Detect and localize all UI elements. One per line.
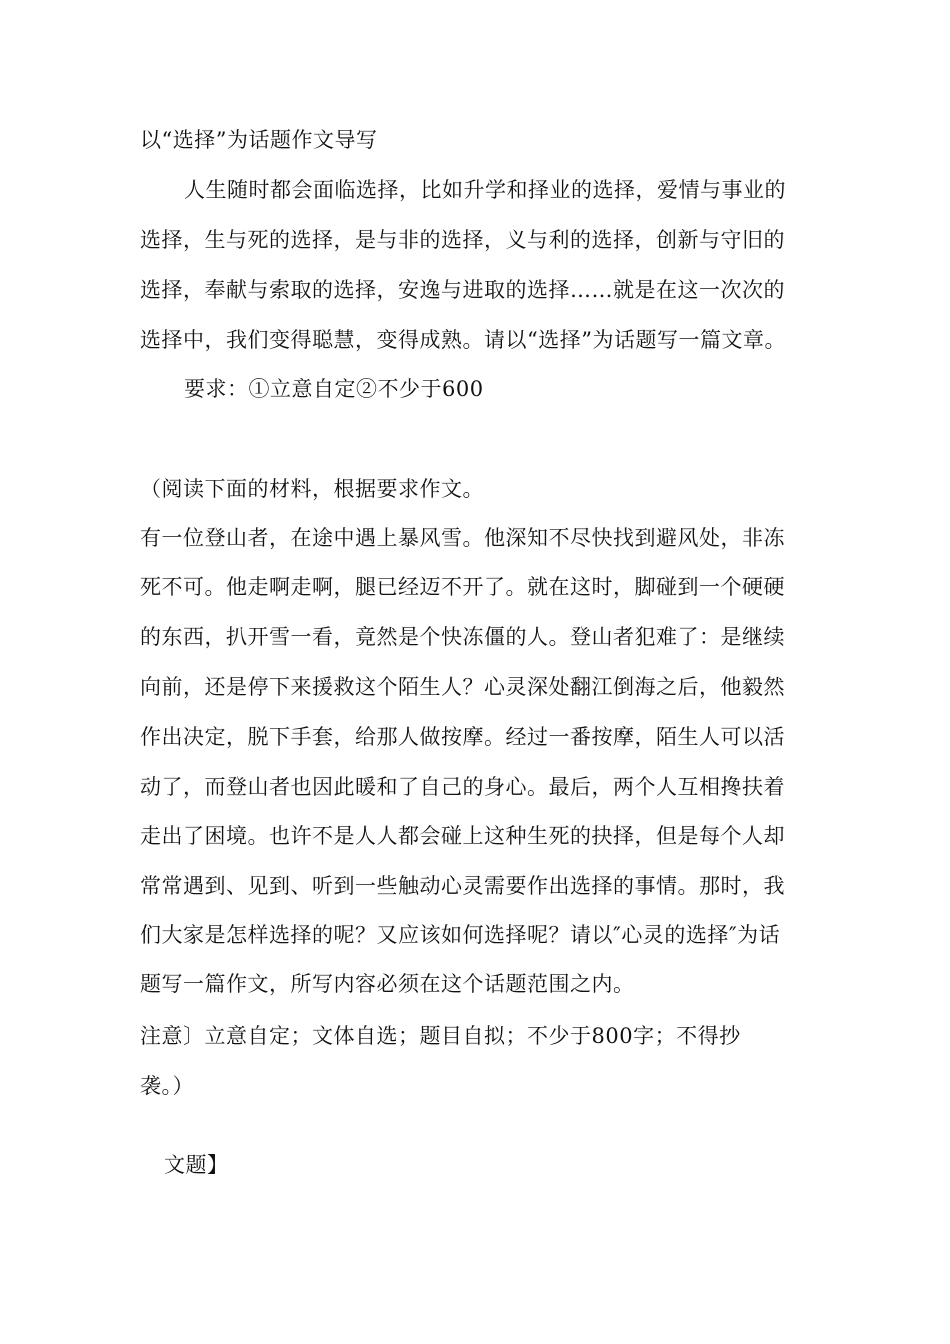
section2-line-10: 题写一篇作文，所写内容必须在这个话题范围之内。 (140, 972, 635, 996)
section1-line-3: 选择，奉献与索取的选择，安逸与进取的选择……就是在这一次次的 (140, 278, 785, 302)
footer-label: 文题】 (164, 1153, 229, 1177)
section2-line-1: 有一位登山者，在途中遇上暴风雪。他深知不尽快找到避风处，非冻 (140, 526, 785, 550)
section2-note-line-2: 袭。） (140, 1074, 194, 1098)
section2-intro: （阅读下面的材料，根据要求作文。 (140, 477, 484, 501)
section2-line-3: 的东西，扒开雪一看，竟然是个快冻僵的人。登山者犯难了：是继续 (140, 625, 785, 649)
section2-line-8: 常常遇到、见到、听到一些触动心灵需要作出选择的事情。那时，我 (140, 874, 785, 898)
section2-line-5: 作出决定，脱下手套，给那人做按摩。经过一番按摩，陌生人可以活 (140, 725, 785, 749)
section2-line-6: 动了，而登山者也因此暖和了自己的身心。最后，两个人互相搀扶着 (140, 775, 785, 799)
section2-line-9: 们大家是怎样选择的呢？又应该如何选择呢？请以″心灵的选择″为话 (140, 923, 781, 947)
section2-line-2: 死不可。他走啊走啊，腿已经迈不开了。就在这时，脚碰到一个硬硬 (140, 575, 785, 599)
section2-note-line-1: 注意〕立意自定；文体自选；题目自拟；不少于800字；不得抄 (140, 1024, 741, 1048)
section1-line-2: 选择，生与死的选择，是与非的选择，义与利的选择，创新与守旧的 (140, 228, 785, 252)
section2-line-7: 走出了困境。也许不是人人都会碰上这种生死的抉择，但是每个人却 (140, 824, 785, 848)
section1-requirement: 要求：①立意自定②不少于600 (184, 377, 484, 401)
section1-line-1: 人生随时都会面临选择，比如升学和择业的选择，爱情与事业的 (184, 178, 786, 202)
section1-title: 以“选择”为话题作文导写 (140, 128, 378, 152)
section1-line-4: 选择中，我们变得聪慧，变得成熟。请以“选择”为话题写一篇文章。 (140, 328, 786, 352)
section2-line-4: 向前，还是停下来援救这个陌生人？心灵深处翻江倒海之后，他毅然 (140, 675, 785, 699)
